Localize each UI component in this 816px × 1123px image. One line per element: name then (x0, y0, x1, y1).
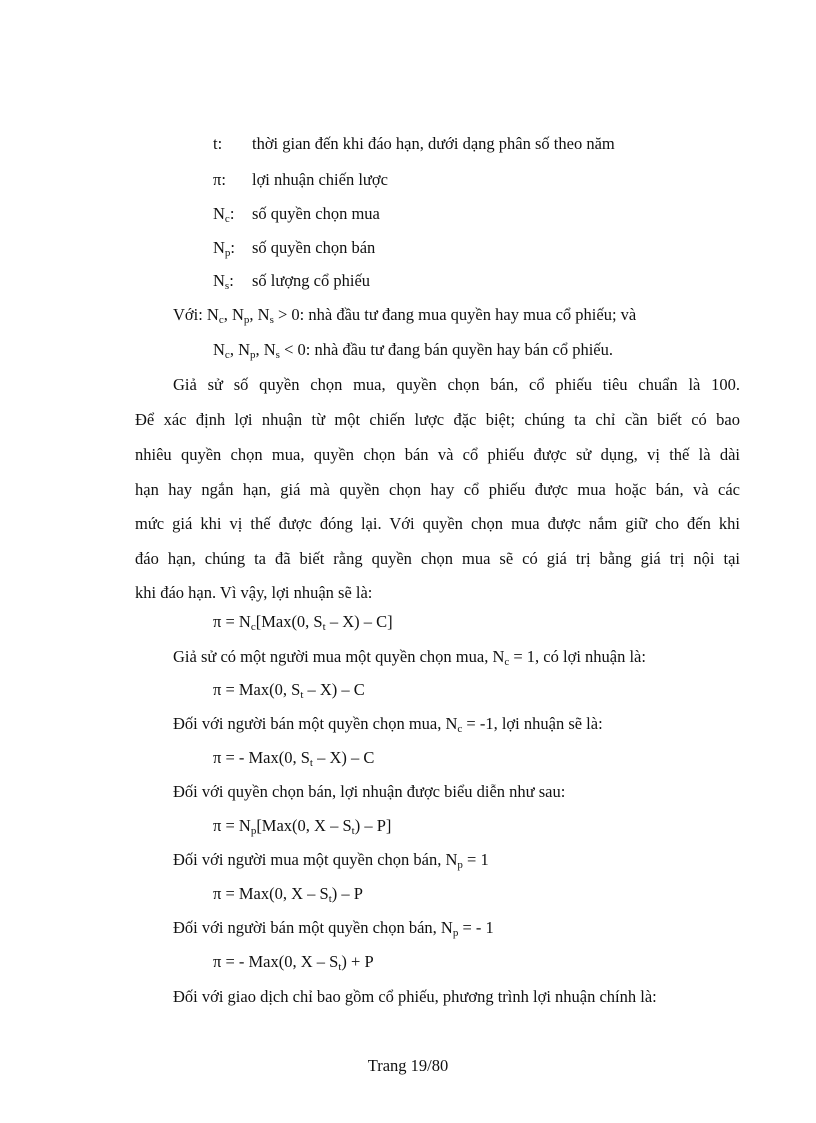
text-put-general: Đối với quyền chọn bán, lợi nhuận được biểu diễn như sau: (173, 782, 566, 801)
paragraph-line: hạn hay ngắn hạn, giá mà quyền chọn hay cổ phiếu được mua hoặc bán, và các (135, 480, 740, 499)
paragraph-line: Để xác định lợi nhuận từ một chiến lược đặc biệt; chúng ta chỉ cần biết có bao (135, 410, 740, 429)
def-text-ns: số lượng cổ phiếu (252, 271, 371, 290)
text-call-buyer: Giả sử có một người mua một quyền chọn mua, $N_c = 1$, có lợi nhuận là: (173, 647, 646, 668)
page-number: Trang 19/80 (367, 1056, 449, 1075)
text-stock-only: Đối với giao dịch chỉ bao gồm cổ phiếu, phương trình lợi nhuận chính là: (173, 987, 657, 1006)
equation-put-seller: π = - Max(0, $X - S_t) + P$ (213, 952, 374, 973)
equation-call-general: $\pi = N_c[Max(0$, $S_t - X) - C$] (213, 612, 393, 633)
equation-put-buyer: π = Max(0, X – $S_t$) – P (213, 884, 363, 905)
paragraph-line: đáo hạn, chúng ta đã biết rằng quyền chọn mua sẽ có giá trị bằng giá trị nội tại (135, 549, 740, 568)
equation-put-general: $\pi = N_p[Max(0$, X – $S_t) - P$] (213, 816, 392, 837)
def-symbol-np: $N_p$: (213, 238, 236, 259)
def-symbol-ns: $N_s$: (213, 271, 234, 292)
paragraph-line: khi đáo hạn. Vì vậy, lợi nhuận sẽ là: (135, 583, 373, 602)
text-put-seller: Đối với người bán một quyền chọn bán, $N_p$ = - 1 (173, 918, 494, 939)
text-call-seller: Đối với người bán một quyền chọn mua, $N_c = -1$, lợi nhuận sẽ là: (173, 714, 603, 735)
def-text-np: số quyền chọn bán (252, 238, 376, 257)
def-text-pi: lợi nhuận chiến lược (252, 170, 388, 189)
def-text-t: thời gian đến khi đáo hạn, dưới dạng phân số theo năm (252, 134, 615, 153)
condition-negative: $N_c$, $N_p$, $N_s < 0$: nhà đầu tư đang bán quyền hay bán cổ phiếu. (213, 340, 613, 361)
paragraph-line: Giả sử số quyền chọn mua, quyền chọn bán, cổ phiếu tiêu chuẩn là 100. (173, 375, 740, 394)
text-put-buyer: Đối với người mua một quyền chọn bán, $N_p = 1$ (173, 850, 489, 871)
condition-positive: Với: $N_c$, $N_p$, $N_s > 0$: nhà đầu tư đang mua quyền hay mua cổ phiếu; và (173, 305, 637, 326)
def-symbol-t: t: (213, 134, 223, 153)
paragraph-line: mức giá khi vị thế được đóng lại. Với quyền chọn mua được nắm giữ cho đến khi (135, 514, 740, 533)
def-symbol-nc: $N_c$: (213, 204, 235, 225)
def-symbol-pi: π: (213, 170, 226, 189)
equation-call-buyer: π = Max(0, $S_t - X$) – C (213, 680, 365, 701)
paragraph-line: nhiêu quyền chọn mua, quyền chọn bán và cổ phiếu được sử dụng, vị thế là dài (135, 445, 740, 464)
def-text-nc: số quyền chọn mua (252, 204, 380, 223)
equation-call-seller: π = - Max(0, $S_t - X$) – C (213, 748, 375, 769)
